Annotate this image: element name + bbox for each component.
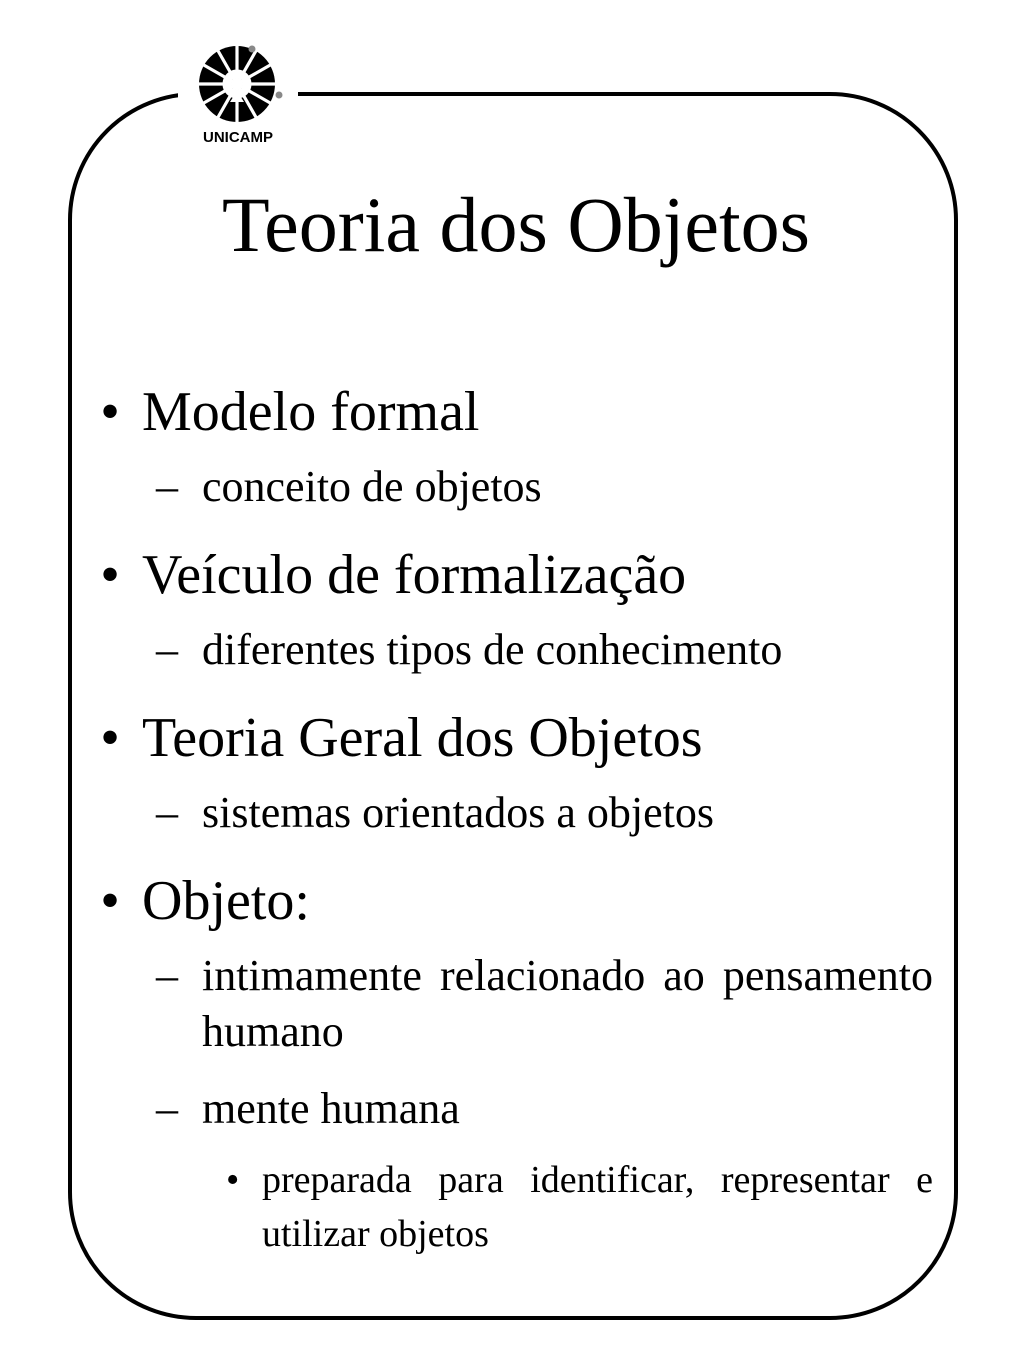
- sub-item: [90, 785, 933, 841]
- bullet-text: Teoria Geral dos Objetos: [142, 707, 703, 769]
- bullet-marker: •: [100, 381, 120, 443]
- bullet-text: Objeto:: [142, 870, 310, 932]
- bullet-item: [90, 706, 933, 770]
- dash-marker: –: [156, 1084, 178, 1133]
- subsub-text: preparada para identificar, representar e utilizar objetos: [262, 1159, 933, 1255]
- sub-text: intimamente relacionado ao pensamento humano: [202, 951, 933, 1056]
- sub-text: conceito de objetos: [202, 462, 542, 511]
- dash-marker: –: [156, 462, 178, 511]
- bullet-text: Modelo formal: [142, 381, 480, 443]
- sub-text: mente humana: [202, 1084, 460, 1133]
- bullet-marker: •: [100, 707, 120, 769]
- bullet-marker: •: [100, 544, 120, 606]
- unicamp-logo: [190, 42, 286, 154]
- sub-text: diferentes tipos de conhecimento: [202, 625, 783, 674]
- sub-item: [90, 948, 933, 1060]
- bullet-item: [90, 869, 933, 933]
- bullet-marker: •: [226, 1159, 240, 1201]
- sub-item: [90, 622, 933, 678]
- unicamp-emblem-icon: [190, 42, 286, 128]
- bullet-text: Veículo de formalização: [142, 544, 687, 606]
- sub-item: [90, 1081, 933, 1137]
- sub-text: sistemas orientados a objetos: [202, 788, 715, 837]
- slide-title: Teoria dos Objetos: [221, 181, 811, 268]
- slide-content: [90, 380, 933, 1261]
- sub-item: [90, 459, 933, 515]
- bullet-item: [90, 543, 933, 607]
- dash-marker: –: [156, 951, 178, 1000]
- bullet-item: [90, 380, 933, 444]
- subsub-item: [90, 1153, 933, 1261]
- logo-text: UNICAMP: [203, 129, 273, 146]
- bullet-marker: •: [100, 870, 120, 932]
- dash-marker: –: [156, 788, 178, 837]
- dash-marker: –: [156, 625, 178, 674]
